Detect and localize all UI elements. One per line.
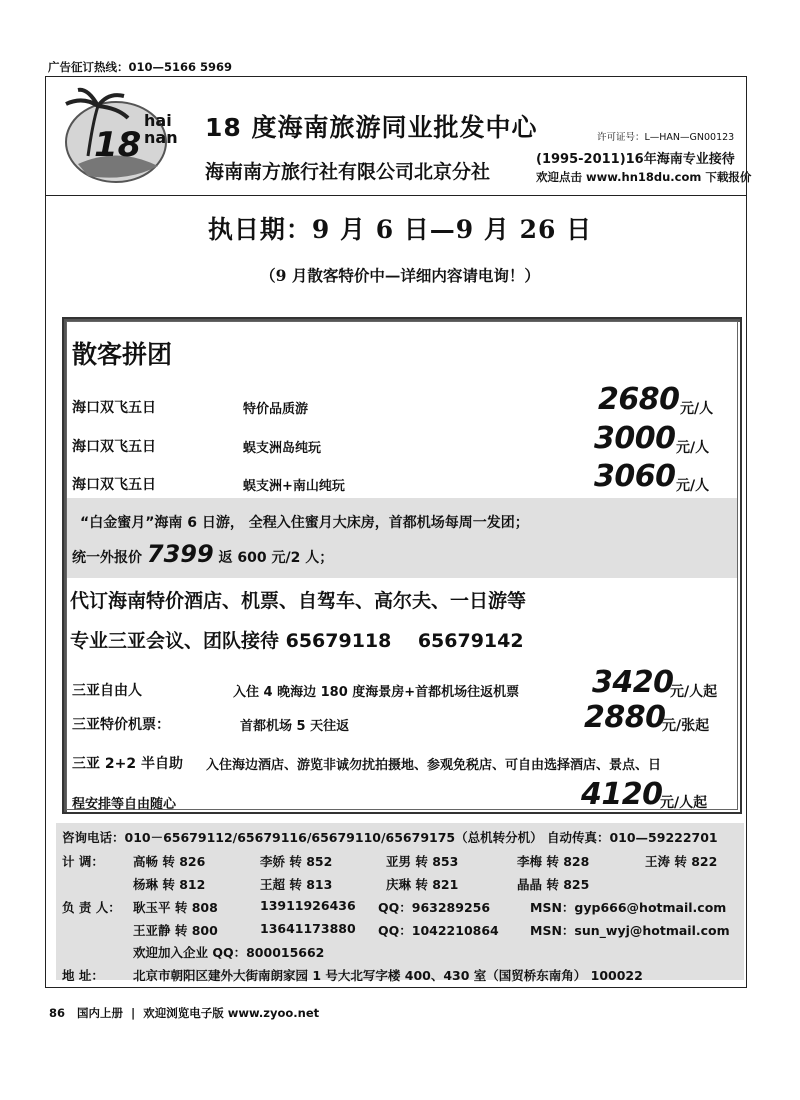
- honeymoon-price: 7399: [146, 540, 214, 568]
- route-name: 海口双飞五日: [72, 439, 156, 455]
- years-tagline: (1995-2011)16年海南专业接待: [536, 152, 735, 167]
- semi-free-desc: 入住海边酒店、游览非诚勿扰拍摄地、参观免税店、可自由选择酒店、景点、日: [206, 758, 662, 773]
- logo-hai: hai: [144, 111, 172, 130]
- meeting-line: 专业三亚会议、团队接待 65679118 65679142: [70, 630, 524, 652]
- manager-mobile: 13911926436: [260, 898, 356, 913]
- logo-number: 18: [94, 125, 142, 165]
- honeymoon-suffix: 返 600 元/2 人；: [218, 550, 334, 566]
- honeymoon-description: “白金蜜月”海南 6 日游， 全程入住蜜月大床房，首都机场每周一发团；: [80, 515, 529, 531]
- footer-website[interactable]: 欢迎浏览电子版 www.zyoo.net: [143, 1006, 320, 1020]
- sanya-price: 2880: [584, 700, 666, 735]
- dispatch-label: 计 调：: [62, 854, 104, 869]
- dispatch-contact: 杨琳 转 812: [133, 877, 206, 892]
- sanya-name: 三亚特价机票：: [72, 717, 170, 733]
- sanya-desc: 首都机场 5 天往返: [240, 719, 350, 734]
- logo-nan: nan: [144, 128, 178, 147]
- company-name: 海南南方旅行社有限公司北京分社: [205, 161, 491, 183]
- contact-phone: 咨询电话：010－65679112/65679116/65679110/65679175（总机转分机） 自动传真：010—59222701: [62, 830, 718, 845]
- route-name: 海口双飞五日: [72, 400, 156, 416]
- dispatch-contact: 高畅 转 826: [133, 854, 206, 869]
- route-price: 2680: [598, 382, 680, 417]
- page-footer: 86 国内上册 | 欢迎浏览电子版 www.zyoo.net: [49, 1006, 320, 1020]
- route-unit: 元/人: [680, 401, 714, 417]
- header-divider: [45, 195, 747, 196]
- dispatch-contact: 王涛 转 822: [645, 854, 718, 869]
- footer-section: 国内上册: [77, 1006, 124, 1020]
- promo-note: （9 月散客特价中—详细内容请电询！）: [260, 266, 540, 285]
- honeymoon-prefix: 统一外报价: [72, 550, 142, 566]
- sanya-unit: 元/人起: [670, 684, 718, 700]
- manager-msn: MSN：sun_wyj@hotmail.com: [530, 923, 730, 938]
- dispatch-contact: 晶晶 转 825: [517, 877, 590, 892]
- route-desc: 蜈支洲+南山纯玩: [243, 479, 345, 494]
- dispatch-contact: 李梅 转 828: [517, 854, 590, 869]
- website-link[interactable]: 欢迎点击 www.hn18du.com 下载报价: [536, 170, 752, 184]
- bookings-line: 代订海南特价酒店、机票、自驾车、高尔夫、一日游等: [70, 590, 527, 612]
- enterprise-qq: 欢迎加入企业 QQ：800015662: [133, 945, 325, 960]
- company-title: 18 度海南旅游同业批发中心: [205, 113, 538, 142]
- page-number: 86: [49, 1006, 66, 1020]
- route-unit: 元/人: [676, 440, 710, 456]
- route-name: 海口双飞五日: [72, 477, 156, 493]
- manager-label: 负 责 人：: [62, 900, 121, 915]
- honeymoon-price-line: [72, 540, 333, 568]
- route-desc: 特价品质游: [243, 402, 309, 417]
- dispatch-contact: 庆琳 转 821: [386, 877, 459, 892]
- manager-name: 耿玉平 转 808: [133, 900, 218, 915]
- license-number: 许可证号：L—HAN—GN00123: [597, 132, 735, 143]
- manager-qq: QQ：963289256: [378, 900, 491, 915]
- route-unit: 元/人: [676, 478, 710, 494]
- address-label: 地 址：: [62, 968, 104, 983]
- dispatch-contact: 王超 转 813: [260, 877, 333, 892]
- manager-qq: QQ：1042210864: [378, 923, 499, 938]
- route-desc: 蜈支洲岛纯玩: [243, 441, 322, 456]
- manager-name: 王亚静 转 800: [133, 923, 218, 938]
- validity-period: 执日期：9 月 6 日—9 月 26 日: [207, 215, 593, 244]
- dispatch-contact: 李娇 转 852: [260, 854, 333, 869]
- manager-msn: MSN：gyp666@hotmail.com: [530, 900, 727, 915]
- ad-hotline: 广告征订热线：010—5166 5969: [48, 60, 233, 74]
- sanya-desc: 入住 4 晚海边 180 度海景房+首都机场往返机票: [233, 685, 520, 700]
- route-price: 3000: [594, 421, 676, 456]
- manager-mobile: 13641173880: [260, 921, 356, 936]
- sanya-name: 三亚自由人: [72, 683, 142, 699]
- section-title: 散客拼团: [72, 340, 173, 369]
- address: 北京市朝阳区建外大街南朗家园 1 号大北写字楼 400、430 室（国贸桥东南角） 100022: [133, 968, 643, 983]
- semi-free-name: 三亚 2+2 半自助: [72, 756, 183, 772]
- sanya-price: 3420: [592, 665, 674, 700]
- sanya-unit: 元/张起: [662, 718, 710, 734]
- dispatch-contact: 亚男 转 853: [386, 854, 459, 869]
- semi-free-unit: 元/人起: [660, 795, 708, 811]
- semi-free-price: 4120: [581, 777, 663, 812]
- route-price: 3060: [594, 459, 676, 494]
- semi-free-desc2: 程安排等自由随心: [72, 797, 177, 812]
